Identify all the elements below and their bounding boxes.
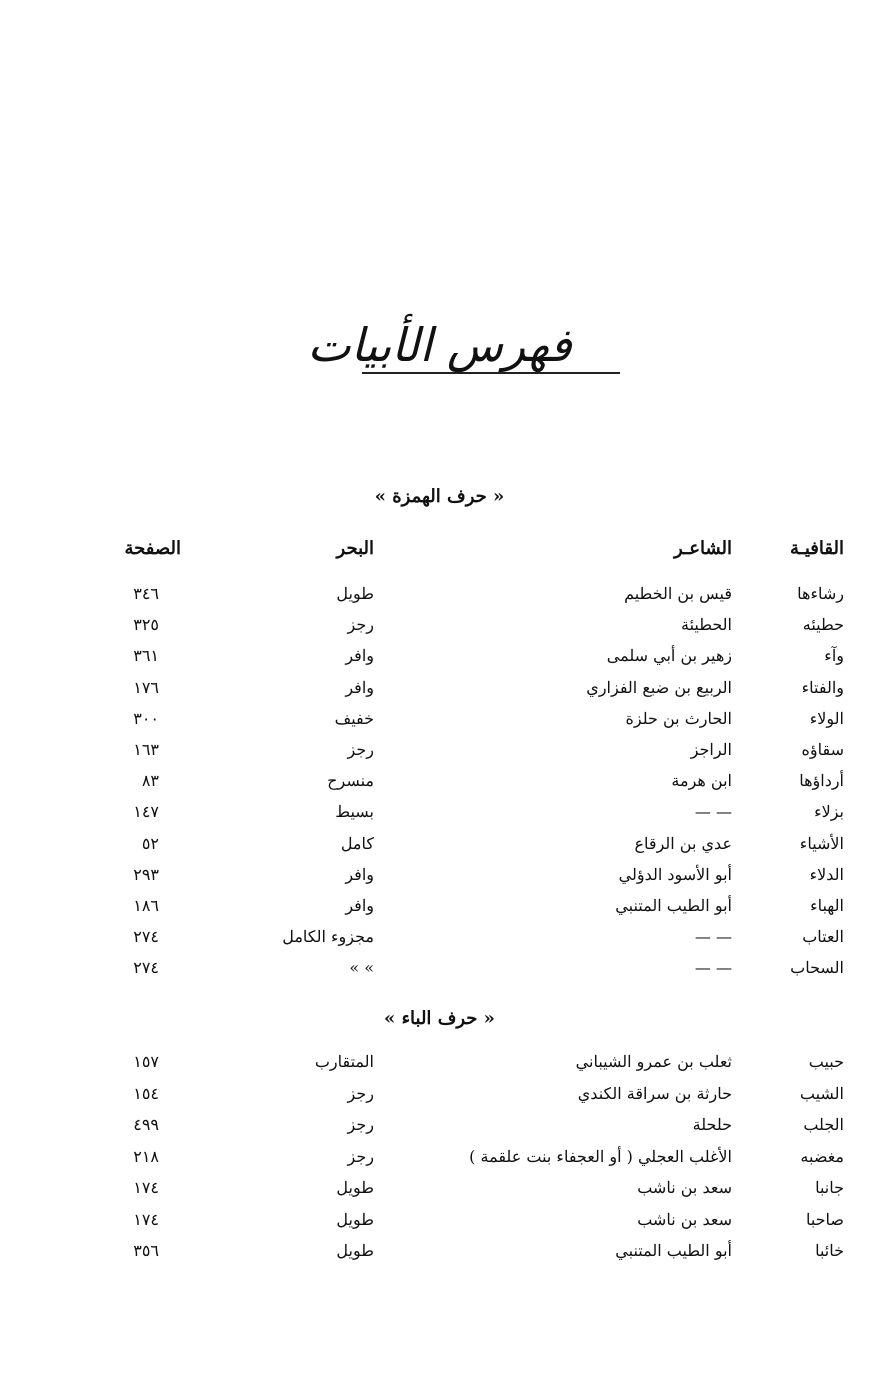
page-title: فهرس الأبيات (307, 318, 572, 372)
column-header-meter: البحر (336, 538, 374, 559)
poet-cell: — — (694, 958, 732, 978)
poet-cell: سعد بن ناشب (637, 1178, 732, 1197)
page-cell: ١٥٧ (133, 1052, 159, 1071)
rhyme-cell: مغضبه (800, 1146, 844, 1166)
table-row (0, 1178, 879, 1208)
meter-cell: رجز (347, 740, 374, 759)
poet-cell: — — (694, 927, 732, 947)
table-row (0, 771, 879, 801)
poet-cell: عدي بن الرقاع (634, 833, 732, 853)
page-cell: ٣٥٦ (133, 1241, 159, 1260)
meter-cell: المتقارب (314, 1052, 374, 1071)
rhyme-cell: صاحبا (805, 1209, 844, 1229)
rhyme-cell: حطيئه (802, 615, 844, 635)
page-cell: ٢٧٤ (133, 958, 159, 978)
page-cell: ١٤٧ (133, 802, 159, 822)
poet-cell: حلحلة (692, 1115, 732, 1134)
meter-cell: رجز (347, 1083, 374, 1103)
table-row (0, 958, 879, 988)
poet-cell: سعد بن ناشب (637, 1209, 732, 1229)
page-cell: ٢٧٤ (133, 927, 159, 947)
table-row (0, 584, 879, 614)
meter-cell: رجز (347, 1146, 374, 1166)
table-row (0, 678, 879, 708)
table-row (0, 1147, 879, 1177)
rhyme-cell: العتاب (802, 927, 844, 947)
meter-cell: وافر (345, 677, 374, 697)
page-cell: ١٥٤ (133, 1083, 159, 1103)
poet-cell: قيس بن الخطيم (624, 584, 732, 603)
section-heading-baa: « حرف الباء » (384, 1008, 495, 1029)
rhyme-cell: الشيب (799, 1083, 844, 1103)
page-cell: ١٧٤ (133, 1178, 159, 1197)
meter-cell: طويل (336, 1209, 374, 1229)
poet-cell: الحطيئة (680, 615, 732, 635)
rhyme-cell: الدلاء (809, 864, 844, 884)
rhyme-cell: السحاب (790, 958, 844, 978)
poet-cell: أبو الطيب المتنبي (615, 1241, 732, 1260)
poet-cell: ثعلب بن عمرو الشيباني (575, 1052, 732, 1071)
rhyme-cell: سقاؤه (801, 740, 844, 759)
meter-cell: كامل (340, 833, 374, 853)
page-cell: ٢١٨ (133, 1146, 159, 1166)
rhyme-cell: رشاءها (797, 584, 844, 603)
table-row (0, 1052, 879, 1082)
page-cell: ١٧٦ (133, 677, 159, 697)
page-cell: ٥٢ (141, 833, 159, 853)
meter-cell: بسيط (335, 802, 374, 822)
page-cell: ٢٩٣ (133, 864, 159, 884)
page-cell: ٣٤٦ (133, 584, 159, 603)
page-cell: ١٨٦ (133, 896, 159, 915)
meter-cell: مجزوء الكامل (282, 927, 374, 947)
rhyme-cell: جانبا (815, 1178, 844, 1197)
table-row (0, 1241, 879, 1271)
rhyme-cell: وآء (824, 646, 844, 666)
poet-cell: الحارث بن حلزة (625, 708, 732, 728)
meter-cell: خفيف (334, 708, 374, 728)
table-row (0, 865, 879, 895)
meter-cell: منسرح (327, 771, 374, 791)
meter-cell: وافر (345, 896, 374, 915)
page-cell: ٣٢٥ (133, 615, 159, 635)
table-row (0, 896, 879, 926)
meter-cell: رجز (347, 1115, 374, 1134)
table-row (0, 740, 879, 770)
rhyme-cell: والفتاء (801, 677, 844, 697)
rhyme-cell: بزلاء (814, 802, 844, 822)
page-cell: ٨٣ (141, 771, 159, 791)
table-row (0, 1210, 879, 1240)
meter-cell: رجز (347, 615, 374, 635)
table-row (0, 615, 879, 645)
poet-cell: — — (694, 802, 732, 822)
poet-cell: أبو الأسود الدؤلي (618, 864, 732, 884)
table-row (0, 646, 879, 676)
rhyme-cell: الهباء (810, 896, 844, 915)
page-cell: ٣٦١ (133, 646, 159, 666)
title-flourish (362, 372, 620, 374)
column-header-rhyme: القافيـة (789, 538, 844, 559)
table-row (0, 709, 879, 739)
poet-cell: الأغلب العجلي ( أو العجفاء بنت علقمة ) (469, 1146, 732, 1166)
meter-cell: » » (349, 958, 374, 978)
table-row (0, 834, 879, 864)
poet-cell: أبو الطيب المتنبي (615, 896, 732, 915)
table-row (0, 1115, 879, 1145)
poet-cell: ابن هرمة (671, 771, 732, 791)
rhyme-cell: خائبا (815, 1241, 844, 1260)
meter-cell: طويل (336, 584, 374, 603)
rhyme-cell: أرداؤها (799, 771, 844, 791)
rhyme-cell: الجلب (803, 1115, 844, 1134)
page-cell: ١٦٣ (133, 740, 159, 759)
table-row (0, 927, 879, 957)
page-cell: ٣٠٠ (133, 708, 159, 728)
meter-cell: طويل (336, 1241, 374, 1260)
rhyme-cell: الولاء (809, 708, 844, 728)
rhyme-cell: حبيب (808, 1052, 844, 1071)
page-cell: ١٧٤ (133, 1209, 159, 1229)
meter-cell: وافر (345, 864, 374, 884)
poet-cell: حارثة بن سراقة الكندي (577, 1083, 732, 1103)
column-header-poet: الشاعـر (674, 538, 732, 559)
poet-cell: الربيع بن ضبع الفزاري (586, 677, 732, 697)
page-cell: ٤٩٩ (133, 1115, 159, 1134)
table-row (0, 1084, 879, 1114)
section-heading-hamza: « حرف الهمزة » (374, 486, 505, 507)
poet-cell: زهير بن أبي سلمى (606, 646, 732, 666)
poet-cell: الراجز (690, 740, 732, 759)
table-row (0, 802, 879, 832)
rhyme-cell: الأشياء (799, 833, 844, 853)
meter-cell: وافر (345, 646, 374, 666)
meter-cell: طويل (336, 1178, 374, 1197)
column-header-page: الصفحة (124, 538, 181, 559)
